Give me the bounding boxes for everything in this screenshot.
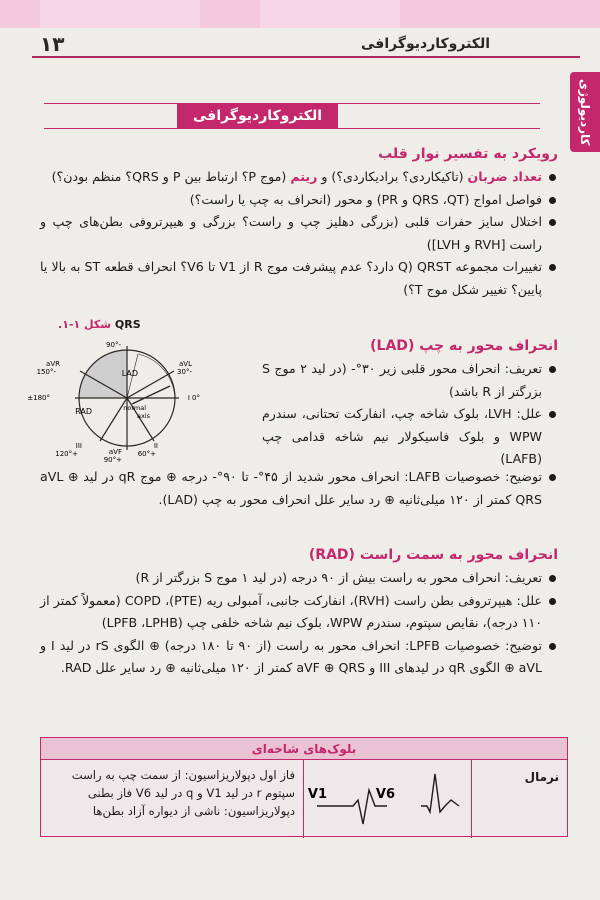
label-avr-deg: -150°	[36, 368, 56, 376]
table-description: فاز اول دپولاریزاسیون: از سمت چپ به راست سپتوم r در لید V1 و q در لید V6 فاز بطنی دپولاریزاسیون: ناشی از دیواره آزاد بطن‌ها	[71, 768, 295, 818]
table-row-label: نرمال	[471, 760, 567, 838]
approach-item-chambers: اختلال سایز حفرات قلبی (بزرگی دهلیز چپ و راست؟ بزرگی و هیپرتروفی بطن‌های چپ و راست [RVH و LVH])	[40, 211, 558, 256]
rad-list	[40, 567, 558, 680]
label-180: ±180°	[27, 394, 50, 402]
approach-item-intervals: فواصل امواج (QRS ،QT و PR) و محور (انحراف به چپ یا راست؟)	[40, 189, 558, 212]
lad-list-bottom	[40, 466, 558, 511]
rad-heading: انحراف محور به سمت راست (RAD)	[308, 547, 558, 563]
label-rad: RAD	[75, 407, 92, 416]
approach-heading: رویکرد به تفسیر نوار قلب	[378, 146, 558, 162]
label-avf: aVF	[108, 448, 122, 456]
top-color-band	[0, 0, 600, 28]
label-lead-iii: III	[75, 442, 82, 450]
label-lead-ii-deg: +60°	[137, 450, 156, 458]
wave-label-v6: V6	[375, 787, 395, 802]
approach-item-qrst: تغییرات مجموعه QRST (Q دارد؟ عدم پیشرفت موج R از V1 تا V6؟ انحراف قطعه ST به بالا یا پایین؟ تغییر شکل موج T؟)	[40, 256, 558, 301]
approach-item-rate-rhythm: تعداد ضربان (تاکیکاردی؟ برادیکاردی؟) و ریتم (موج P؟ ارتباط بین P و QRS؟ منظم بودن؟)	[40, 166, 558, 189]
bundle-branch-table	[40, 737, 568, 837]
lad-list-top	[262, 358, 558, 471]
label-minus90: -90°	[106, 341, 121, 349]
label-lead-iii-deg: +120°	[55, 450, 78, 458]
label-lead-ii: II	[153, 442, 158, 450]
page-number: ۱۳	[40, 32, 65, 56]
figure-title: QRS	[114, 318, 141, 331]
normal-waveforms	[303, 760, 471, 838]
rad-explanation: توضیح: خصوصیات LPFB: انحراف محور به راست (از ۹۰ تا ۱۸۰ درجه) ⊕ الگوی rS در لید I و aVL ⊕ الگوی qR در لیدهای III و aVF ⊕ QRS کمتر از ۱۲۰ میلی‌ثانیه ⊕ رد سایر علل RAD.	[40, 635, 558, 680]
lad-definition: تعریف: انحراف محور قلبی زیر ۳۰°- (در لید ۲ موج S بزرگتر از R باشد)	[262, 358, 558, 403]
rad-definition: تعریف: انحراف محور به راست بیش از ۹۰ درجه (در لید ۱ موج S بزرگتر از R)	[40, 567, 558, 590]
side-tab-label: کاردیولوژی	[578, 78, 592, 146]
header-divider	[32, 56, 580, 58]
label-avf-deg: +90°	[103, 456, 122, 464]
lad-heading: انحراف محور به چپ (LAD)	[370, 338, 558, 354]
label-lad: LAD	[121, 369, 138, 378]
label-avl: aVL	[179, 360, 192, 368]
rad-causes: علل: هیپرتروفی بطن راست (RVH)، انفارکت جانبی، آمبولی ریه (PTE)، COPD (معمولاً کمتر از ۱۱۰ درجه)، نقایص سپتوم، سندرم WPW، بلوک نیم شاخه خلفی چپ (LPFB ،LPHB)	[40, 590, 558, 635]
label-normal: normal	[123, 404, 146, 412]
lad-causes: علل: LVH، بلوک شاخه چپ، انفارکت تحتانی، سندرم WPW و بلوک فاسیکولار نیم شاخه قدامی چپ (LAFB)	[262, 403, 558, 471]
label-avl-deg: -30°	[177, 368, 192, 376]
label-axis: axis	[136, 412, 150, 420]
chapter-side-tab	[570, 72, 600, 152]
running-title: الکتروکاردیوگرافی	[361, 36, 490, 52]
wave-label-v1: V1	[307, 787, 327, 802]
figure-caption	[58, 318, 141, 331]
section-title: الکتروکاردیوگرافی	[177, 103, 338, 129]
label-lead-i-deg: 0°	[192, 394, 200, 402]
table-title: بلوک‌های شاخه‌ای	[41, 738, 567, 760]
axis-diagram	[27, 338, 252, 464]
approach-list	[40, 166, 558, 301]
section-banner	[44, 103, 540, 129]
table-wave-cell	[303, 760, 471, 838]
label-avr: aVR	[46, 360, 60, 368]
lad-explanation: توضیح: خصوصیات LAFB: انحراف محور شدید از ۴۵°- تا ۹۰°- درجه ⊕ موج qR در لید aVL ⊕ QRS کمتر از ۱۲۰ میلی‌ثانیه ⊕ رد سایر علل انحراف محور به چپ (LAD).	[40, 466, 558, 511]
label-lead-i: I	[187, 394, 190, 402]
figure-number: شکل ۱-۱.	[58, 318, 112, 331]
